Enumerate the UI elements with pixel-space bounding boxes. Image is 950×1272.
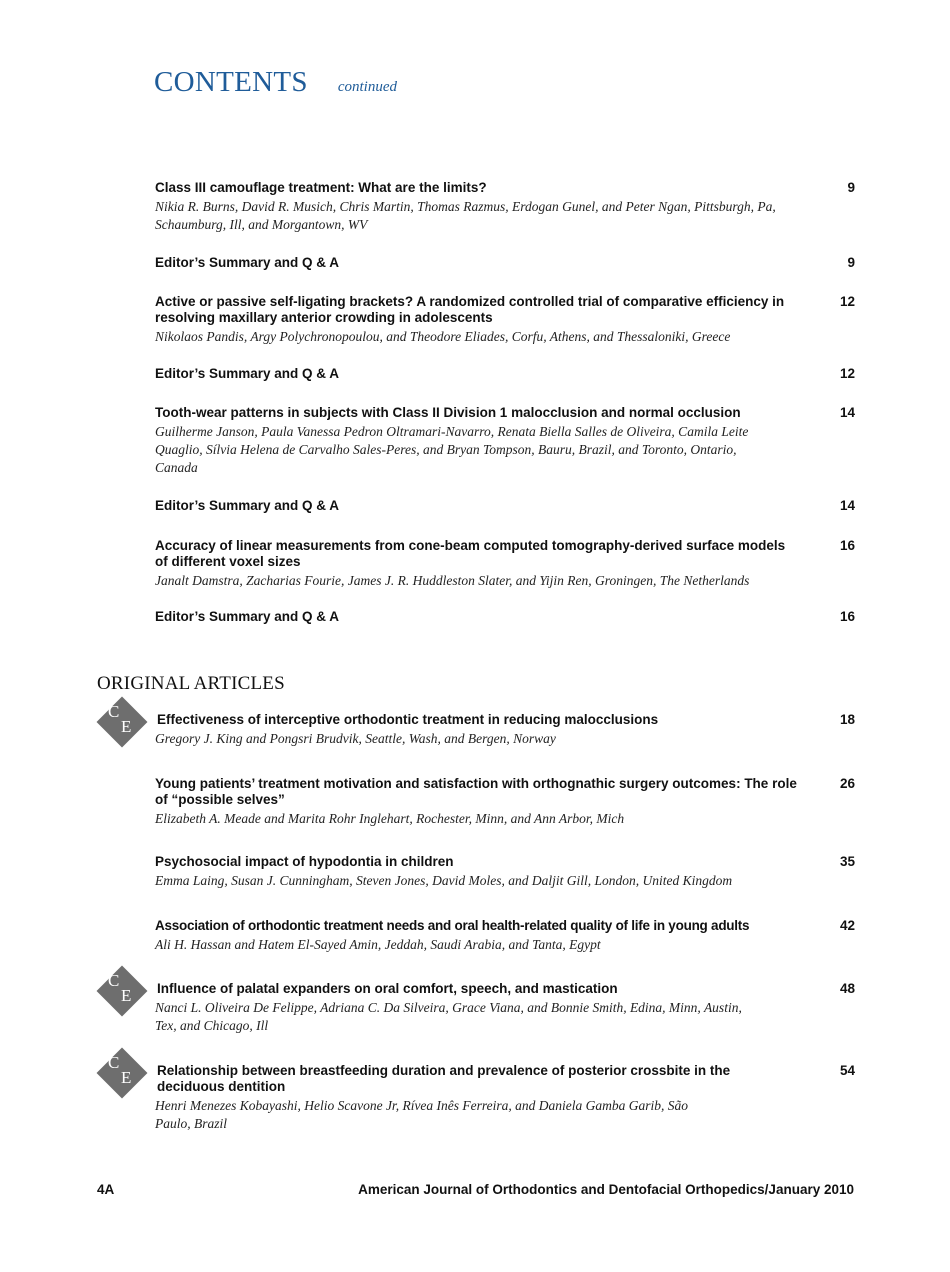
toc-entry[interactable] (155, 776, 855, 828)
entry-authors: Elizabeth A. Meade and Marita Rohr Inglehart, Rochester, Minn, and Ann Arbor, Mich (155, 811, 625, 826)
entry-authors: Gregory J. King and Pongsri Brudvik, Seattle, Wash, and Bergen, Norway (155, 731, 556, 746)
entry-page-number: 14 (839, 405, 855, 420)
toc-entry[interactable] (155, 854, 855, 890)
toc-entry[interactable] (155, 498, 855, 514)
toc-entry[interactable] (155, 1063, 855, 1133)
toc-entry[interactable] (155, 981, 855, 1035)
footer-journal: American Journal of Orthodontics and Dentofacial Orthopedics/January 2010 (358, 1182, 854, 1197)
entry-page-number: 16 (839, 538, 855, 553)
entry-authors: Emma Laing, Susan J. Cunningham, Steven Jones, David Moles, and Daljit Gill, London, United Kingdom (155, 873, 733, 888)
toc-entry[interactable] (155, 180, 855, 234)
entry-authors: Nikolaos Pandis, Argy Polychronopoulou, and Theodore Eliades, Corfu, Athens, and Thessaloniki, Greece (155, 329, 731, 344)
entry-page-number: 12 (839, 294, 855, 309)
entry-title[interactable]: Psychosocial impact of hypodontia in children (155, 854, 454, 869)
contents-title: CONTENTS (154, 66, 308, 98)
toc-entry[interactable] (155, 538, 855, 590)
entry-authors: Ali H. Hassan and Hatem El-Sayed Amin, Jeddah, Saudi Arabia, and Tanta, Egypt (155, 937, 601, 952)
toc-entry[interactable] (155, 255, 855, 271)
entry-authors: Nanci L. Oliveira De Felippe, Adriana C. Da Silveira, Grace Viana, and Bonnie Smith, Edina, Minn, Austin, Tex, and Chicago, Ill (155, 1000, 742, 1033)
entry-title[interactable]: Editor’s Summary and Q & A (155, 498, 340, 513)
entry-title[interactable]: Editor’s Summary and Q & A (155, 255, 340, 270)
entry-page-number: 48 (839, 981, 855, 996)
ce-letter-e: E (121, 986, 132, 1005)
entry-title[interactable]: Class III camouflage treatment: What are the limits? (155, 180, 487, 195)
entry-title[interactable]: Accuracy of linear measurements from cone-beam computed tomography-derived surface models of different voxel sizes (155, 538, 786, 569)
entry-page-number: 18 (839, 712, 855, 727)
entry-authors: Guilherme Janson, Paula Vanessa Pedron Oltramari-Navarro, Renata Biella Salles de Oliveira, Camila Leite Quaglio, Sílvia Helena de Carvalho Sales-Peres, and Bryan Tompson, Bauru, Brazil, and Toronto, Ontario, Canada (155, 424, 749, 475)
entry-page-number: 42 (839, 918, 855, 933)
ce-letter-c: C (108, 1053, 120, 1072)
toc-entry[interactable] (155, 918, 855, 954)
entry-title[interactable]: Effectiveness of interceptive orthodontic treatment in reducing malocclusions (157, 712, 659, 727)
entry-authors: Janalt Damstra, Zacharias Fourie, James J. R. Huddleston Slater, and Yijin Ren, Groningen, The Netherlands (155, 573, 750, 588)
entry-title[interactable]: Editor’s Summary and Q & A (155, 609, 340, 624)
toc-entry[interactable] (155, 609, 855, 625)
contents-heading (154, 66, 397, 99)
entry-title[interactable]: Association of orthodontic treatment needs and oral health-related quality of life in young adults (155, 918, 750, 933)
ce-letter-e: E (121, 1068, 132, 1087)
contents-continued: continued (337, 79, 397, 95)
entry-page-number: 35 (839, 854, 855, 869)
entry-title[interactable]: Editor’s Summary and Q & A (155, 366, 340, 381)
entry-page-number: 16 (839, 609, 855, 624)
section-original-articles: ORIGINAL ARTICLES (97, 673, 285, 694)
entry-title[interactable]: Relationship between breastfeeding duration and prevalence of posterior crossbite in the deciduous dentition (157, 1063, 731, 1094)
entry-authors: Henri Menezes Kobayashi, Helio Scavone Jr, Rívea Inês Ferreira, and Daniela Gamba Garib, São Paulo, Brazil (155, 1098, 689, 1131)
entry-authors: Nikia R. Burns, David R. Musich, Chris Martin, Thomas Razmus, Erdogan Gunel, and Peter Ngan, Pittsburgh, Pa, Schaumburg, Ill, and Morgantown, WV (155, 199, 776, 232)
entry-page-number: 14 (839, 498, 855, 513)
ce-letter-c: C (108, 971, 120, 990)
entry-title[interactable]: Young patients’ treatment motivation and satisfaction with orthognathic surgery outcomes: The role of “possible selves” (155, 776, 797, 807)
footer-page-number: 4A (97, 1182, 115, 1197)
entry-page-number: 9 (847, 180, 855, 195)
toc-entry[interactable] (155, 366, 855, 382)
entry-page-number: 54 (839, 1063, 855, 1078)
entry-page-number: 9 (847, 255, 855, 270)
toc-entry[interactable] (155, 712, 855, 748)
entry-title[interactable]: Tooth-wear patterns in subjects with Class II Division 1 malocclusion and normal occlusion (155, 405, 741, 420)
ce-badge-letters (100, 700, 144, 744)
ce-letter-e: E (121, 717, 132, 736)
toc-entry[interactable] (155, 294, 855, 346)
entry-page-number: 12 (839, 366, 855, 381)
ce-letter-c: C (108, 702, 120, 721)
entry-page-number: 26 (839, 776, 855, 791)
toc-entry[interactable] (155, 405, 855, 477)
ce-badge-letters (100, 969, 144, 1013)
entry-title[interactable]: Active or passive self-ligating brackets? A randomized controlled trial of comparative efficiency in resolving maxillary anterior crowding in adolescents (155, 294, 785, 325)
ce-badge-letters (100, 1051, 144, 1095)
entry-title[interactable]: Influence of palatal expanders on oral comfort, speech, and mastication (157, 981, 618, 996)
